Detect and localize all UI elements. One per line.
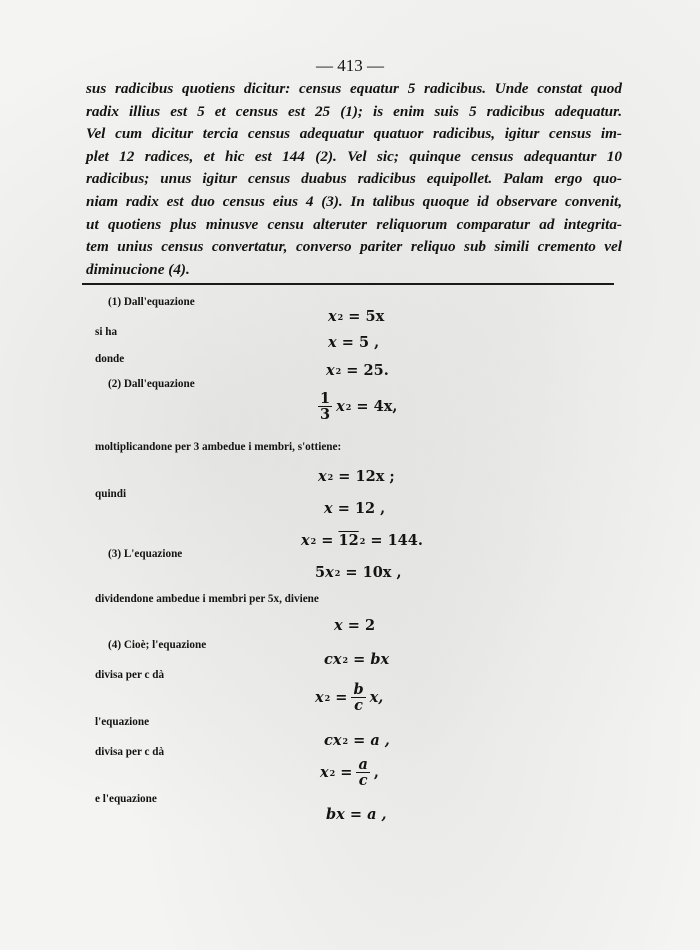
equation-2 [328,334,379,351]
eq-exp: 2 [329,767,336,778]
eq-var: x [324,500,333,517]
eq-rhs: 12x ; [355,468,395,485]
eq-exp: 2 [345,401,352,412]
eq-var: x [318,468,327,485]
eq-var: x [336,398,345,416]
footnote-label-moltiplicandone: moltiplicandone per 3 ambedue i membri, s'ottiene: [95,441,342,453]
text-line: sus radicibus quotiens dicitur: census equatur 5 radicibus. Unde constat quod [86,80,622,97]
eq-var: x [301,532,310,549]
equation-11 [315,682,383,713]
eq-exp: 2 [359,535,366,546]
fraction [318,391,332,422]
eq-var: x [334,617,343,634]
fraction-numerator: a [358,756,368,773]
text-line: tem unius census convertatur, converso pariter reliquo sub simili cremento vel [86,238,622,256]
eq-op: = [346,362,359,379]
eq-rhs: x, [369,689,384,707]
text-line: Vel cum dicitur tercia census adequatur quatuor radicibus, igitur census im- [86,125,622,143]
main-latin-text [86,78,622,281]
eq-op: = [356,398,369,416]
footnote-label-lequazione: l'equazione [95,716,150,728]
eq-op: = [349,806,363,823]
footnote-label-e-lequazione: e l'equazione [95,793,157,805]
fraction-denominator: 3 [320,406,331,424]
equation-7 [301,532,423,549]
equation-3 [326,362,389,379]
equation-5 [318,468,395,485]
eq-overlined-term: 12 [338,532,359,549]
eq-op: = [341,334,354,351]
eq-op: = [321,532,334,549]
text-line: radix illius est 5 et census est 25 (1); is enim suis 5 radicibus adequatur. [86,102,622,120]
equation-10 [324,651,389,668]
eq-var: x [325,564,334,581]
footnote-2-intro: (2) Dall'equazione [108,378,195,390]
fraction [351,682,365,713]
equation-14 [326,806,387,823]
eq-var: x [332,651,342,668]
eq-var: x [332,732,342,749]
eq-op: = [340,764,353,782]
eq-var: x [328,308,337,325]
eq-coef: b [326,806,337,823]
eq-op: = [335,689,348,707]
text-line: plet 12 radices, et hic est 144 (2). Vel sic; quinque census adequantur 10 [86,147,622,165]
equation-8 [315,564,402,581]
equation-13 [320,757,379,788]
equation-1 [328,308,384,325]
eq-exp: 2 [310,535,317,546]
eq-var: x [328,334,337,351]
eq-exp: 2 [337,311,344,322]
eq-coef: c [324,732,333,749]
footnote-4-intro: (4) Cioè; l'equazione [108,639,207,651]
footnote-1-intro: (1) Dall'equazione [108,296,195,308]
eq-rhs: 4x, [373,398,398,416]
eq-rhs: , [373,764,379,782]
eq-var: x [320,764,329,782]
eq-op: = [370,532,383,549]
page-number: — 413 — [316,56,384,75]
eq-exp: 2 [327,471,334,482]
equation-6 [324,500,385,517]
eq-exp: 2 [334,567,341,578]
equation-4 [314,391,397,422]
eq-exp: 2 [324,692,331,703]
eq-rhs: a , [370,732,390,749]
eq-op: = [345,564,358,581]
eq-exp: 2 [342,735,349,746]
fraction [356,757,369,788]
footnote-3-intro: (3) L'equazione [108,548,183,560]
eq-coef: c [324,651,333,668]
eq-rhs: 5x [365,308,385,325]
eq-exp: 2 [335,365,342,376]
footnote-label-si-ha: si ha [95,326,118,338]
footnote-divider [82,283,614,285]
eq-op: = [337,500,350,517]
eq-rhs: 2 [364,617,376,634]
fraction-numerator: b [353,681,364,698]
eq-rhs: a , [367,806,387,823]
equation-9 [334,617,375,634]
eq-rhs: 10x , [362,564,402,581]
footnote-label-divisa-1: divisa per c dà [95,669,165,681]
eq-op: = [347,617,360,634]
eq-rhs: 144. [387,532,423,549]
equation-12 [324,732,390,749]
eq-coef: 5 [315,564,326,581]
text-line: diminucione (4). [86,260,190,278]
text-line: radicibus; unus igitur census duabus radicibus equipollet. Palam ergo quo- [86,170,622,188]
eq-op: = [348,308,361,325]
eq-op: = [353,732,366,749]
fraction-denominator: c [354,697,363,715]
eq-rhs: bx [370,651,390,668]
fraction-numerator: 1 [320,390,331,407]
eq-rhs: 12 , [354,500,386,517]
text-line: niam radix est duo census eius 4 (3). In talibus quoque id observare convenit, [86,192,622,210]
text-line: ut quotiens plus minusve censu alteruter reliquorum comparatur ad integrita- [86,215,622,233]
eq-exp: 2 [342,654,349,665]
footnote-label-dividendone: dividendone ambedue i membri per 5x, diviene [95,593,319,605]
eq-op: = [353,651,366,668]
eq-var: x [326,362,335,379]
footnote-label-quindi: quindi [95,488,127,500]
eq-var: x [315,689,324,707]
eq-op: = [338,468,351,485]
footnote-label-divisa-2: divisa per c dà [95,746,165,758]
footnote-label-donde: donde [95,353,125,365]
fraction-denominator: c [358,772,368,790]
eq-var: x [336,806,345,823]
eq-rhs: 5 , [358,334,380,351]
eq-rhs: 25. [363,362,389,379]
